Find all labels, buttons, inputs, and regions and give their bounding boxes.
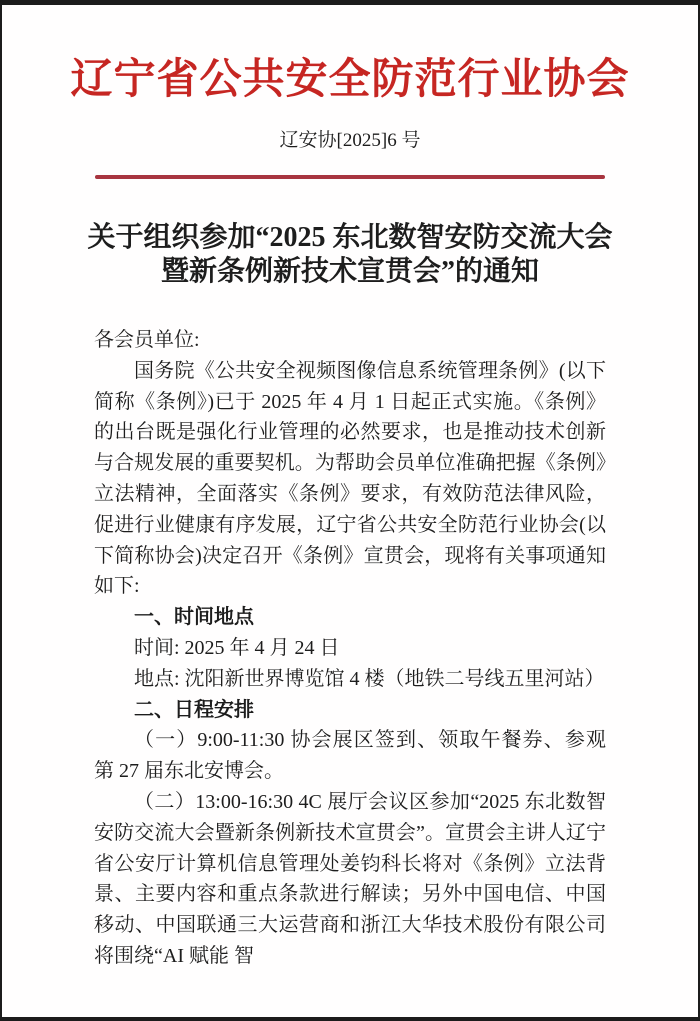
section1-venue-line: 地点: 沈阳新世界博览馆 4 楼（地铁二号线五里河站） (134, 667, 605, 690)
section1-heading: 一、时间地点 (134, 606, 254, 629)
notice-title-line2: 暨新条例新技术宣贯会”的通知 (160, 256, 539, 287)
section1-time-line: 时间: 2025 年 4 月 24 日 (134, 636, 340, 659)
intro-paragraph: 国务院《公共安全视频图像信息系统管理条例》(以下简称《条例》)已于 2025 年 4 月 1 日起正式实施。《条例》的出台既是强化行业管理的必然要求，也是推动技术创新与合规发展的重要契机。为帮助会员单位准确把握《条例》立法精神，全面落实《条例》要求，有效防范法律风险，促进行业健康有序发展，辽宁省公共安全防范行业协会(以下简称协会)决定召开《条例》宣贯会，现将有关事项通知如下: (94, 359, 606, 598)
letterhead-divider-rule (95, 175, 605, 179)
agenda-item-1: （一）9:00-11:30 协会展区签到、领取午餐券、参观第 27 届东北安博会。 (94, 729, 606, 783)
document-page (2, 5, 698, 1017)
notice-body (94, 325, 606, 972)
letterhead-org-name: 辽宁省公共安全防范行业协会 (70, 57, 630, 103)
doc-number: 辽安协[2025]6 号 (279, 130, 421, 151)
section2-heading: 二、日程安排 (134, 698, 254, 721)
notice-title-line1: 关于组织参加“2025 东北数智安防交流大会 (87, 222, 613, 253)
salutation: 各会员单位: (94, 329, 200, 351)
notice-title (2, 221, 698, 289)
agenda-item-2: （二）13:00-16:30 4C 展厅会议区参加“2025 东北数智安防交流大会暨新条例新技术宣贯会”。宣贯会主讲人辽宁省公安厅计算机信息管理处姜钧科长将对《条例》立法背景、主要内容和重点条款进行解读；另外中国电信、中国移动、中国联通三大运营商和浙江大华技术股份有限公司将围绕“AI 赋能 智 (94, 790, 606, 967)
